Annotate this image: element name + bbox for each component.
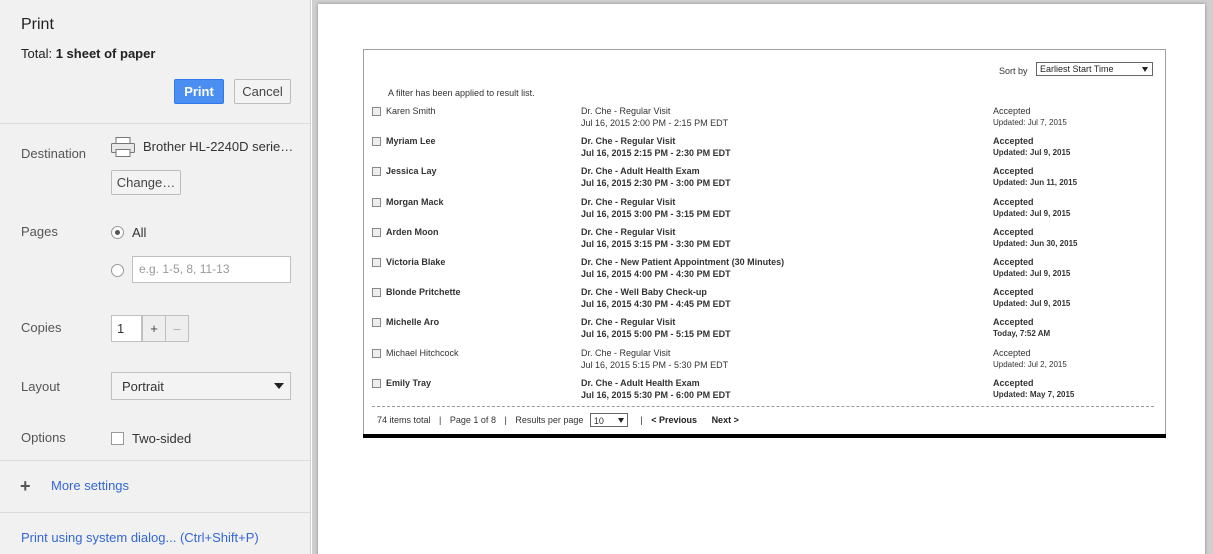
copies-input[interactable]: 1 (111, 315, 142, 342)
updated-date: Updated: Jul 9, 2015 (993, 208, 1071, 218)
copies-label: Copies (21, 320, 62, 335)
patient-name: Arden Moon (386, 226, 439, 237)
pages-label: Pages (21, 224, 58, 239)
row-checkbox (372, 107, 381, 116)
patient-name: Blonde Pritchette (386, 287, 461, 298)
row-checkbox (372, 258, 381, 267)
divider (372, 406, 1154, 407)
table-row (372, 106, 1162, 136)
pagination-bar (377, 413, 739, 427)
previous-link: < Previous (651, 415, 698, 425)
sort-value: Earliest Start Time (1040, 64, 1114, 74)
layout-select[interactable] (111, 372, 291, 400)
patient-name: Michael Hitchcock (386, 347, 459, 358)
sort-label: Sort by (999, 66, 1028, 76)
appointment-status: Accepted (993, 226, 1034, 237)
patient-name: Karen Smith (386, 106, 436, 116)
appointment-type: Dr. Che - Regular Visit (581, 347, 671, 358)
patient-name: Michelle Aro (386, 317, 440, 328)
patient-name: Morgan Mack (386, 196, 444, 207)
appointment-time: Jul 16, 2015 3:15 PM - 3:30 PM EDT (581, 238, 731, 249)
destination-label: Destination (21, 146, 87, 161)
cancel-button[interactable]: Cancel (234, 79, 291, 104)
appointment-type: Dr. Che - Regular Visit (581, 106, 671, 116)
appointment-time: Jul 16, 2015 2:15 PM - 2:30 PM EDT (581, 148, 731, 159)
appointment-list-frame (363, 49, 1166, 435)
system-dialog-link[interactable]: Print using system dialog... (Ctrl+Shift+P) (21, 530, 259, 545)
filter-note: A filter has been applied to result list. (388, 88, 535, 98)
appointment-status: Accepted (993, 347, 1031, 358)
row-checkbox (372, 379, 381, 388)
table-row (372, 166, 1162, 196)
table-row (372, 287, 1162, 317)
updated-date: Updated: Jul 9, 2015 (993, 299, 1071, 309)
appointment-status: Accepted (993, 377, 1034, 388)
patient-name: Jessica Lay (386, 166, 437, 177)
divider (0, 460, 310, 461)
updated-date: Updated: Jul 7, 2015 (993, 118, 1067, 127)
row-checkbox (372, 137, 381, 146)
table-row (372, 136, 1162, 166)
appointment-time: Jul 16, 2015 5:00 PM - 5:15 PM EDT (581, 329, 731, 340)
patient-name: Victoria Blake (386, 257, 446, 267)
print-preview-area (312, 0, 1213, 554)
updated-date: Updated: May 7, 2015 (993, 389, 1075, 399)
pager-separator: | (640, 415, 643, 425)
table-row (372, 348, 1162, 378)
per-page-value: 10 (593, 415, 604, 426)
chevron-down-icon (1142, 67, 1148, 72)
appointment-time: Jul 16, 2015 2:30 PM - 3:00 PM EDT (581, 178, 731, 189)
preview-page (318, 4, 1205, 554)
total-summary (21, 46, 155, 61)
appointment-status: Accepted (993, 196, 1034, 207)
appointment-time: Jul 16, 2015 3:00 PM - 3:15 PM EDT (581, 208, 731, 219)
more-settings-link[interactable]: More settings (51, 478, 130, 493)
updated-date: Updated: Jun 30, 2015 (993, 238, 1078, 248)
pages-all-label: All (132, 225, 147, 240)
row-checkbox (372, 349, 381, 358)
updated-date: Today, 7:52 AM (993, 329, 1051, 339)
two-sided-checkbox[interactable] (111, 432, 124, 445)
appointment-type: Dr. Che - Regular Visit (581, 226, 676, 237)
change-destination-button[interactable]: Change… (111, 170, 181, 195)
pages-range-input[interactable]: e.g. 1-5, 8, 11-13 (132, 256, 291, 283)
pager-separator: | (504, 415, 507, 425)
layout-label: Layout (21, 379, 61, 394)
updated-date: Updated: Jun 11, 2015 (993, 178, 1078, 188)
appointment-type: Dr. Che - Adult Health Exam (581, 377, 700, 388)
print-button[interactable]: Print (174, 79, 224, 104)
row-checkbox (372, 198, 381, 207)
patient-name: Emily Tray (386, 377, 432, 388)
sidebar-header (0, 0, 310, 124)
copies-decrement-button[interactable]: – (165, 315, 189, 342)
print-settings-sidebar (0, 0, 311, 554)
updated-date: Updated: Jul 2, 2015 (993, 359, 1067, 369)
appointment-time: Jul 16, 2015 5:30 PM - 6:00 PM EDT (581, 389, 731, 400)
chevron-down-icon (618, 418, 624, 423)
total-label: Total: (21, 46, 53, 61)
patient-name: Myriam Lee (386, 136, 436, 147)
pager-total: 74 items total (377, 415, 431, 425)
row-checkbox (372, 228, 381, 237)
appointment-type: Dr. Che - Regular Visit (581, 196, 676, 207)
options-label: Options (21, 430, 66, 445)
appointment-time: Jul 16, 2015 5:15 PM - 5:30 PM EDT (581, 359, 729, 370)
appointment-time: Jul 16, 2015 4:30 PM - 4:45 PM EDT (581, 299, 731, 310)
next-link: Next > (711, 415, 739, 425)
copies-increment-button[interactable]: + (142, 315, 166, 342)
appointment-status: Accepted (993, 317, 1034, 328)
divider (0, 512, 310, 513)
destination-name: Brother HL-2240D serie… (143, 139, 293, 154)
chevron-down-icon (274, 383, 284, 389)
layout-value: Portrait (122, 379, 164, 394)
updated-date: Updated: Jul 9, 2015 (993, 148, 1071, 158)
frame-bottom-border (363, 434, 1166, 438)
appointment-type: Dr. Che - New Patient Appointment (30 Minutes) (581, 257, 785, 267)
per-page-select (590, 413, 628, 427)
printer-icon (111, 137, 135, 157)
pager-separator: | (439, 415, 442, 425)
dialog-title: Print (21, 16, 54, 33)
pager-page: Page 1 of 8 (449, 415, 496, 425)
appointment-status: Accepted (993, 287, 1034, 298)
pages-all-radio[interactable] (111, 226, 124, 239)
table-row (372, 257, 1162, 287)
appointment-type: Dr. Che - Adult Health Exam (581, 166, 700, 177)
table-row (372, 317, 1162, 347)
row-checkbox (372, 167, 381, 176)
pages-range-radio[interactable] (111, 264, 124, 277)
appointment-status: Accepted (993, 257, 1034, 267)
appointment-time: Jul 16, 2015 4:00 PM - 4:30 PM EDT (581, 269, 731, 279)
appointment-status: Accepted (993, 106, 1031, 116)
appointment-status: Accepted (993, 166, 1034, 177)
appointment-type: Dr. Che - Regular Visit (581, 136, 676, 147)
appointment-status: Accepted (993, 136, 1034, 147)
plus-icon[interactable]: + (20, 476, 31, 496)
total-value: 1 sheet of paper (55, 46, 156, 61)
per-page-label: Results per page (515, 415, 584, 425)
table-row (372, 227, 1162, 257)
appointment-type: Dr. Che - Regular Visit (581, 317, 676, 328)
sort-select (1036, 62, 1153, 76)
appointment-time: Jul 16, 2015 2:00 PM - 2:15 PM EDT (581, 118, 729, 128)
row-checkbox (372, 288, 381, 297)
two-sided-label: Two-sided (132, 431, 192, 446)
table-row (372, 378, 1162, 408)
table-row (372, 197, 1162, 227)
appointment-type: Dr. Che - Well Baby Check-up (581, 287, 707, 298)
updated-date: Updated: Jul 9, 2015 (993, 269, 1071, 278)
row-checkbox (372, 318, 381, 327)
